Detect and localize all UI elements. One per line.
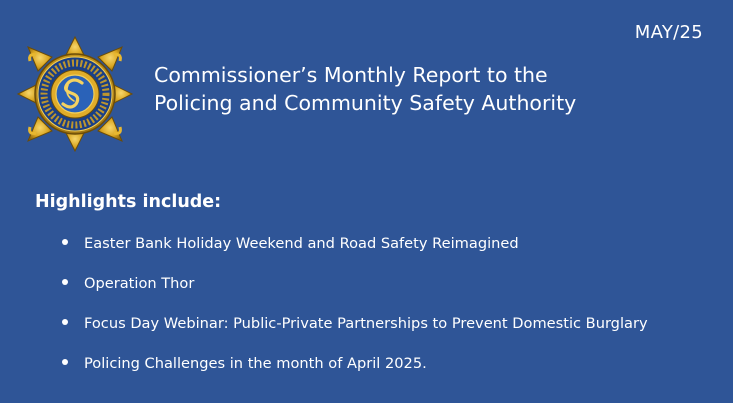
list-item-label: Policing Challenges in the month of April 2025.: [84, 355, 427, 372]
bullet-icon: [62, 359, 68, 365]
list-item: [62, 274, 648, 314]
bullet-icon: [62, 279, 68, 285]
list-item-label: Focus Day Webinar: Public-Private Partnerships to Prevent Domestic Burglary: [84, 315, 648, 332]
bullet-icon: [62, 319, 68, 325]
report-title-line-1: Commissioner’s Monthly Report to the: [154, 63, 548, 87]
bullet-icon: [62, 239, 68, 245]
highlights-heading: Highlights include:: [35, 192, 222, 212]
list-item: [62, 354, 648, 394]
highlights-list: [62, 234, 648, 394]
list-item-label: Easter Bank Holiday Weekend and Road Safety Reimagined: [84, 235, 519, 252]
report-date: MAY/25: [634, 22, 703, 43]
list-item: [62, 234, 648, 274]
list-item: [62, 314, 648, 354]
list-item-label: Operation Thor: [84, 275, 195, 292]
report-title: [154, 61, 714, 117]
report-title-line-2: Policing and Community Safety Authority: [154, 91, 577, 115]
garda-crest-icon: [16, 35, 134, 153]
